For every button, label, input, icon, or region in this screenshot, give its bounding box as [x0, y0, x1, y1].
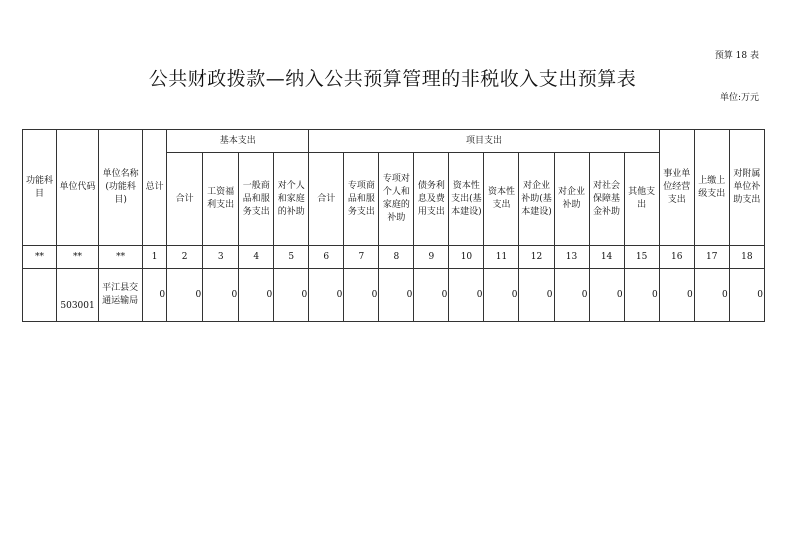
index-cell: 10	[449, 246, 484, 269]
value-cell: 0	[344, 269, 379, 322]
value-cell: 0	[167, 269, 203, 322]
value-cell: 0	[379, 269, 414, 322]
col-header-unit-name: 单位名称(功能科目)	[99, 130, 143, 246]
value-cell: 0	[694, 269, 729, 322]
col-header-basic: 一般商品和服务支出	[239, 153, 274, 246]
col-header-project: 资本性支出(基本建设)	[449, 153, 484, 246]
index-cell: 15	[624, 246, 659, 269]
index-cell: 7	[344, 246, 379, 269]
value-cell: 0	[484, 269, 519, 322]
col-header-basic: 对个人和家庭的补助	[274, 153, 309, 246]
value-cell: 0	[274, 269, 309, 322]
value-cell: 0	[414, 269, 449, 322]
value-cell: 0	[589, 269, 624, 322]
index-cell: 5	[274, 246, 309, 269]
index-cell: 8	[379, 246, 414, 269]
value-cell: 0	[519, 269, 554, 322]
budget-table	[22, 129, 765, 322]
index-cell: 1	[143, 246, 167, 269]
index-cell: 14	[589, 246, 624, 269]
index-cell: 12	[519, 246, 554, 269]
group-header-basic: 基本支出	[167, 130, 309, 153]
col-header-project: 对企业补助	[554, 153, 589, 246]
form-code: 预算 18 表	[714, 51, 759, 61]
value-cell: 0	[729, 269, 764, 322]
col-header-project: 其他支出	[624, 153, 659, 246]
col-header-project: 债务利息及费用支出	[414, 153, 449, 246]
index-cell: 9	[414, 246, 449, 269]
index-cell: 3	[203, 246, 239, 269]
index-cell: 2	[167, 246, 203, 269]
unit-code-cell: 503001	[57, 269, 99, 322]
index-cell: 16	[659, 246, 694, 269]
value-cell: 0	[203, 269, 239, 322]
index-cell: 11	[484, 246, 519, 269]
index-cell: **	[57, 246, 99, 269]
value-cell: 0	[449, 269, 484, 322]
page-title: 公共财政拨款—纳入公共预算管理的非税收入支出预算表	[148, 68, 637, 90]
index-cell: 17	[694, 246, 729, 269]
index-row	[23, 246, 765, 269]
col-header-basic: 合计	[167, 153, 203, 246]
value-cell: 0	[239, 269, 274, 322]
col-header-project: 对企业补助(基本建设)	[519, 153, 554, 246]
col-header-project: 专项商品和服务支出	[344, 153, 379, 246]
index-cell: 18	[729, 246, 764, 269]
table-row	[23, 269, 765, 322]
col-header-total: 总计	[143, 130, 167, 246]
value-cell: 0	[659, 269, 694, 322]
col-header-subsidiary: 对附属单位补助支出	[729, 130, 764, 246]
group-header-project: 项目支出	[309, 130, 659, 153]
col-header-business: 事业单位经营支出	[659, 130, 694, 246]
col-header-project: 专项对个人和家庭的补助	[379, 153, 414, 246]
col-header-upper: 上缴上级支出	[694, 130, 729, 246]
value-cell: 0	[143, 269, 167, 322]
col-header-project: 资本性支出	[484, 153, 519, 246]
index-cell: 13	[554, 246, 589, 269]
value-cell: 0	[554, 269, 589, 322]
function-cell	[23, 269, 57, 322]
value-cell: 0	[624, 269, 659, 322]
header-row-group	[23, 130, 765, 153]
value-cell: 0	[309, 269, 344, 322]
col-header-unit-code: 单位代码	[57, 130, 99, 246]
index-cell: 6	[309, 246, 344, 269]
col-header-function: 功能科目	[23, 130, 57, 246]
index-cell: **	[99, 246, 143, 269]
unit-name-cell: 平江县交通运输局	[99, 269, 143, 322]
col-header-basic: 工资福利支出	[203, 153, 239, 246]
unit-label: 单位:万元	[719, 93, 759, 103]
index-cell: **	[23, 246, 57, 269]
col-header-project: 对社会保障基金补助	[589, 153, 624, 246]
col-header-project: 合计	[309, 153, 344, 246]
index-cell: 4	[239, 246, 274, 269]
